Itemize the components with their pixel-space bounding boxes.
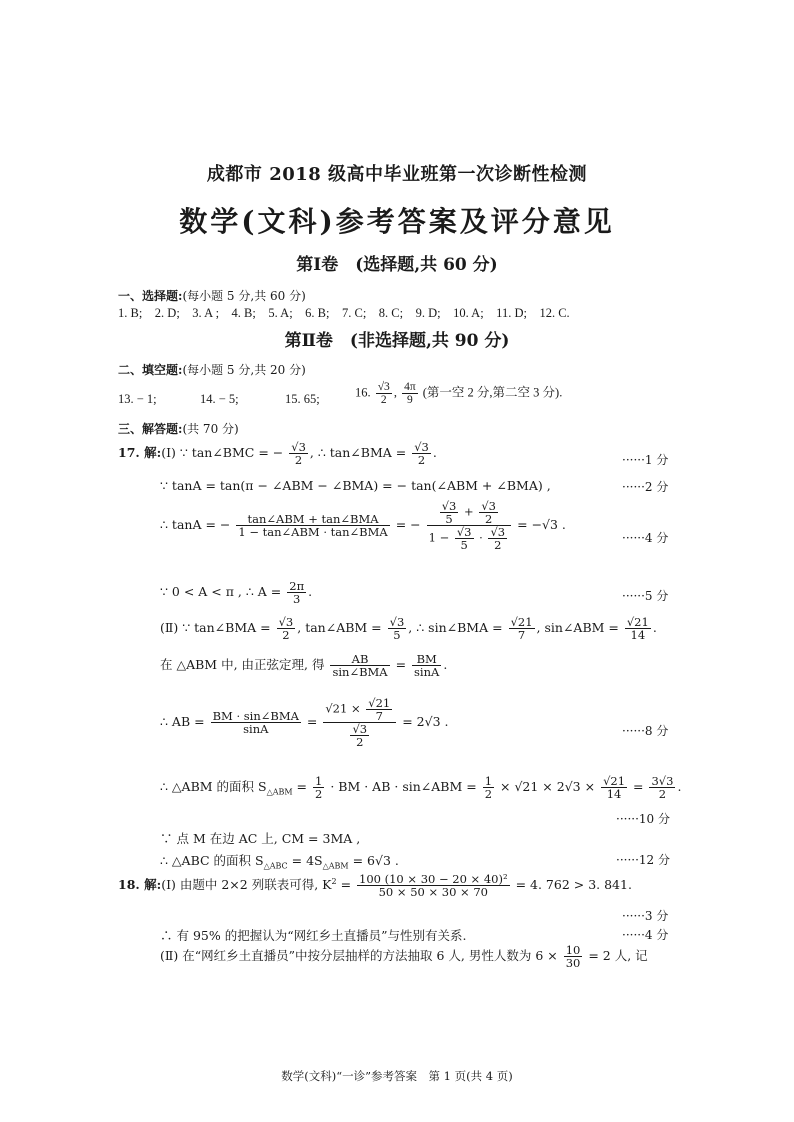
q18-line1-a: (Ⅰ) 由题中 2×2 列联表可得, K	[161, 877, 332, 893]
score-8: ······8 分	[622, 724, 669, 738]
score-10: ······10 分	[616, 812, 670, 826]
q17-line3	[160, 500, 566, 551]
frac-den: 2	[658, 787, 667, 802]
section1-answers: 1. B; 2. D; 3. A ; 4. B; 5. A; 6. B; 7. C; 8. C; 9. D; 10. A; 11. D; 12. C.	[118, 306, 570, 320]
q17-line3-a: ∴ tanA = −	[160, 517, 231, 533]
frac-2pi-over-3	[287, 580, 306, 605]
frac-num: tan∠ABM + tan∠BMA	[236, 513, 389, 526]
q17-line8-e: =	[633, 779, 644, 795]
frac-sqrt3-over-5	[388, 616, 407, 641]
frac-num: √21	[626, 615, 649, 629]
frac-num: √21	[510, 615, 533, 629]
answer-16-note: (第一空 2 分,第二空 3 分).	[422, 385, 563, 400]
frac-den: 14	[630, 628, 646, 643]
frac-num: BM	[412, 653, 441, 666]
q18-line1-b: = 4. 762 > 3. 841.	[515, 877, 632, 893]
frac-den: 2	[485, 512, 493, 527]
frac-sqrt3-over-2	[277, 616, 296, 641]
q17-line7: ∴ AB = $\frac{\text{BM · sin∠BMA}}{\sin A}$ = √21 × $\frac{√21}{7}$ $\frac{√3}{2}$ = 2√3 .	[160, 696, 449, 750]
score-4: ······4 分	[622, 531, 669, 545]
q18-line3-a: (Ⅱ) 在“网红乡土直播员”中按分层抽样的方法抽取 6 人, 男性人数为 6 ×	[160, 948, 558, 964]
frac-tan-sum	[236, 513, 389, 538]
q17-line3-b: = −	[395, 517, 421, 533]
frac-1-over-2	[483, 775, 494, 800]
frac-sqrt3-over-2	[289, 441, 308, 466]
frac-den: 2	[380, 394, 387, 407]
frac-numeric-ab	[323, 697, 396, 748]
frac-den: 5	[445, 512, 453, 527]
frac-den: 2	[282, 628, 290, 643]
frac-1-over-2	[313, 775, 324, 800]
q17-line7-end: = 2√3 .	[402, 714, 449, 730]
frac-num: 10	[565, 943, 581, 957]
frac-sqrt21-over-14	[601, 775, 627, 800]
frac-den: 14	[606, 787, 622, 802]
section1-heading	[118, 287, 306, 304]
q18-label: 18. 解:	[118, 877, 162, 893]
frac-num: √3	[456, 525, 472, 540]
frac-3sqrt3-over-2	[649, 775, 675, 800]
frac-num: √3	[291, 440, 306, 454]
q18-line1-sup: 2	[331, 876, 337, 886]
frac-num: 2π	[289, 579, 305, 593]
frac-sqrt21-over-7	[509, 616, 535, 641]
frac-sqrt3-over-2	[488, 526, 507, 551]
frac-den	[323, 723, 396, 748]
frac-den: 2	[494, 538, 502, 553]
score-2: ······2 分	[622, 480, 669, 494]
frac-sqrt3-over-2	[479, 500, 498, 525]
frac-sqrt21-over-7	[366, 697, 392, 722]
frac-den: 7	[375, 709, 383, 724]
frac-den: 9	[406, 394, 413, 407]
answer-16-label: 16.	[355, 385, 371, 400]
frac-num: √3	[441, 499, 457, 513]
frac-bm-sin-over-sina	[211, 710, 301, 735]
frac-sqrt3-over-2	[412, 441, 431, 466]
q17-line10-b: = 4S	[291, 853, 323, 868]
frac-num: 100 (10 × 30 − 20 × 40)²	[359, 872, 508, 886]
page-footer: 数学(文科)“一诊”参考答案 第 1 页(共 4 页)	[281, 1069, 513, 1083]
frac-num	[323, 697, 396, 723]
section3-note: (共 70 分)	[182, 422, 239, 436]
frac-den: 30	[565, 956, 581, 971]
frac-sqrt3-over-2	[376, 381, 392, 406]
frac-bm-over-sina	[412, 653, 441, 678]
q17-line4-a: ∵ 0 < A < π , ∴ A =	[160, 584, 282, 600]
q17-line8-b: =	[296, 779, 308, 795]
frac-den: 2	[484, 787, 493, 802]
frac-den: sinA	[243, 722, 269, 737]
frac-num: √3	[414, 440, 429, 454]
frac-10-over-30	[564, 944, 583, 969]
score-4b: ······4 分	[622, 928, 669, 942]
q17-line10	[160, 851, 399, 871]
q17-line10-sub2: △ABM	[322, 861, 349, 871]
q17-line5-b: , tan∠ABM =	[297, 620, 382, 636]
frac-den: 2	[417, 453, 426, 468]
q17-line6-a: 在 △ABM 中, 由正弦定理, 得	[160, 657, 325, 673]
frac-num: √3	[490, 525, 506, 540]
section1-note: (每小题 5 分,共 60 分)	[182, 289, 306, 303]
frac-den: 5	[393, 628, 401, 643]
frac-sqrt3-over-5	[455, 526, 474, 551]
frac-4pi-over-9	[402, 381, 418, 406]
q17-line4: ∵ 0 < A < π , ∴ A = $\frac{2\pi}{3}$ .	[160, 579, 313, 607]
answer-13: 13. − 1;	[118, 392, 157, 406]
frac-k2-formula	[357, 873, 510, 898]
frac-num: √3	[481, 499, 496, 513]
q17-line8-c: · BM · AB · sin∠ABM =	[330, 779, 477, 795]
q17-line5: (Ⅱ) ∵ tan∠BMA = $\frac{√3}{2}$ , tan∠ABM = $\frac{√3}{5}$ , ∴ sin∠BMA = $\frac{√21}{7}$ , sin∠ABM = $\frac{√21}{14}$ .	[160, 615, 657, 643]
frac-num: 1	[484, 774, 493, 788]
q17-line9: ∵ 点 M 在边 AC 上, CM = 3MA ,	[160, 831, 361, 846]
q17-line5-a: (Ⅱ) ∵ tan∠BMA =	[160, 620, 271, 636]
answer-14: 14. − 5;	[200, 392, 239, 406]
q17-line10-sub1: △ABC	[263, 861, 288, 871]
q17-line10-c: = 6√3 .	[352, 853, 399, 868]
q17-line3-c: = −√3 .	[517, 517, 566, 533]
frac-num: 3√3	[651, 774, 674, 788]
score-5: ······5 分	[622, 589, 669, 603]
frac-den: 50 × 50 × 30 × 70	[378, 885, 488, 900]
frac-ab-over-sinbma	[330, 653, 389, 678]
frac-den: 2	[294, 453, 303, 468]
frac-num: √3	[389, 615, 405, 629]
frac-sqrt21-over-14	[625, 616, 651, 641]
part1-heading: 第Ⅰ卷 (选择题,共 60 分)	[296, 255, 498, 275]
q18-line1: 18. 解:(Ⅰ) 由题中 2×2 列联表可得, $K^2$ = $\frac{\text{100 (10 × 30 − 20 × 40)²}}{50 \times 50 \times 30 \times 70}$ = 4. 762 > 3. 841.	[118, 872, 632, 900]
q18-line3	[160, 944, 648, 969]
frac-num: AB	[330, 653, 389, 666]
frac-den: 1 − tan∠ABM · tan∠BMA	[238, 525, 388, 540]
q17-line10-a: ∴ △ABC 的面积 S	[160, 853, 264, 868]
q17-line1-a: (Ⅰ) ∵ tan∠BMC = −	[161, 445, 284, 461]
q17-line1: 17. 解:(Ⅰ) ∵ tan∠BMC = − $\frac{√3}{2}$ , ∴ tan∠BMA = $\frac{√3}{2}$ .	[118, 440, 437, 468]
frac-den: sin∠BMA	[332, 665, 388, 680]
score-12: ······12 分	[616, 853, 670, 867]
frac-den: 2	[315, 787, 323, 802]
q17-line8-a: ∴ △ABM 的面积 S	[160, 779, 267, 795]
section2-heading	[118, 361, 306, 378]
q17-line7-a: ∴ AB =	[160, 714, 205, 730]
frac-num: √3	[278, 615, 294, 629]
section2-title: 二、填空题:	[118, 363, 183, 377]
q17-line5-c: , ∴ sin∠BMA =	[408, 620, 503, 636]
frac-den: 5	[460, 538, 468, 553]
q17-line6: 在 △ABM 中, 由正弦定理, 得 $\frac{AB}{\text{sin∠BMA}}$ = $\frac{BM}{\sin A}$ .	[160, 652, 448, 680]
q18-line3-b: = 2 人, 记	[588, 948, 648, 964]
q17-label: 17. 解:	[118, 445, 162, 461]
doc-title-line2: 数学(文科)参考答案及评分意见	[179, 205, 615, 238]
score-3: ······3 分	[622, 909, 669, 923]
frac-den: 1 − $\frac{√3}{5}$ · $\frac{√3}{2}$	[428, 525, 506, 553]
section1-title: 一、选择题:	[118, 289, 183, 303]
q17-line8-sub: △ABM	[266, 787, 293, 797]
frac-num: 1	[315, 774, 323, 788]
doc-title-line1: 成都市 2018 级高中毕业班第一次诊断性检测	[206, 164, 588, 185]
q17-line2: ∵ tanA = tan(π − ∠ABM − ∠BMA) = − tan(∠ABM + ∠BMA) ,	[160, 478, 551, 493]
section3-title: 三、解答题:	[118, 422, 183, 436]
frac-num: √3	[352, 722, 368, 737]
frac-den: 7	[517, 628, 526, 643]
answer-16: 16. $\frac{√3}{2}$ , $\frac{4\pi}{9}$ (第一空 2 分,第二空 3 分).	[355, 381, 563, 407]
answer-15: 15. 65;	[285, 392, 320, 406]
frac-den: 3	[293, 592, 301, 607]
score-1: ······1 分	[622, 453, 669, 467]
q17-line8-d: × √21 × 2√3 ×	[500, 779, 596, 795]
q17-line5-d: , sin∠ABM =	[536, 620, 619, 636]
q17-line8: ∴ △ABM 的面积 $S_{\triangle ABM}$ = $\frac{1}{2}$ · BM · AB · sin∠ABM = $\frac{1}{2}$ × √21 × 2√3 × $\frac{√21}{14}$ = $\frac{3√3}{2}$ .	[160, 774, 682, 802]
q17-line7-mid: √21 ×	[325, 701, 361, 716]
section3-heading	[118, 420, 239, 437]
frac-num: √3	[377, 381, 390, 393]
part2-heading: 第Ⅱ卷 (非选择题,共 90 分)	[284, 331, 510, 351]
frac-numeric-tan	[427, 500, 512, 551]
q18-line2: ∴ 有 95% 的把握认为“网红乡土直播员”与性别有关系.	[160, 928, 467, 943]
frac-sqrt3-over-5	[440, 500, 459, 525]
frac-num: √21	[603, 774, 626, 788]
frac-den: sinA	[414, 665, 440, 680]
frac-num: $\frac{√3}{5}$ + $\frac{√3}{2}$	[427, 500, 512, 526]
frac-num: BM · sin∠BMA	[212, 709, 299, 724]
frac-num: 4π	[404, 381, 416, 393]
q17-line1-b: , ∴ tan∠BMA =	[309, 445, 407, 461]
one-minus: 1 −	[428, 530, 450, 545]
frac-num: √21	[368, 696, 391, 710]
frac-den: 2	[356, 735, 364, 750]
section2-note: (每小题 5 分,共 20 分)	[182, 363, 306, 377]
frac-sqrt3-over-2	[350, 723, 369, 748]
